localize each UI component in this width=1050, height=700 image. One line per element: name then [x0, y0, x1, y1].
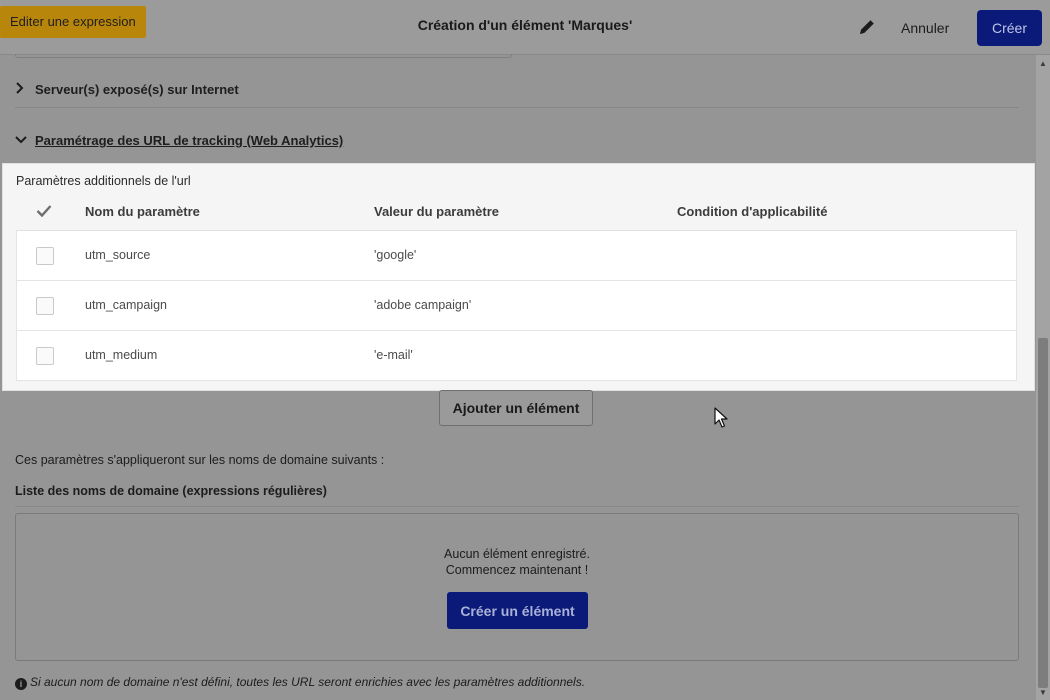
footer-note: [15, 675, 585, 690]
partial-input-field: [15, 54, 512, 58]
empty-state-text: [16, 546, 1018, 578]
scrollbar-thumb[interactable]: [1038, 338, 1048, 688]
empty-line-1: Aucun élément enregistré.: [444, 547, 590, 561]
table-header: [16, 195, 1017, 231]
mouse-cursor-icon: [714, 407, 728, 429]
dialog-title: Création d'un élément 'Marques': [417, 17, 633, 33]
create-element-button[interactable]: Créer un élément: [447, 592, 588, 629]
dialog-header: [0, 0, 1050, 55]
domains-empty-state: [15, 513, 1019, 661]
param-value: 'google': [374, 248, 417, 262]
url-params-panel: [2, 163, 1035, 391]
section-tracking-url[interactable]: [15, 133, 343, 148]
info-icon: i: [15, 678, 27, 690]
column-header-name: Nom du paramètre: [85, 204, 200, 219]
section-exposed-servers[interactable]: [15, 82, 239, 97]
table-row[interactable]: [17, 280, 1016, 330]
params-table: [16, 195, 1017, 381]
cancel-button[interactable]: Annuler: [893, 18, 957, 38]
domains-list-title: Liste des noms de domaine (expressions régulières): [15, 484, 327, 498]
table-row[interactable]: [17, 330, 1016, 380]
section-label: Paramétrage des URL de tracking (Web Analytics): [35, 133, 344, 148]
param-name: utm_medium: [85, 348, 158, 362]
scroll-down-arrow-icon[interactable]: ▼: [1039, 688, 1047, 697]
table-body: [16, 231, 1017, 381]
panel-title: Paramètres additionnels de l'url: [16, 174, 191, 188]
edit-expression-tooltip: Editer une expression: [0, 6, 146, 38]
divider: [15, 506, 1019, 507]
footer-note-text: Si aucun nom de domaine n'est défini, toutes les URL seront enrichies avec les paramètres additionnels.: [30, 675, 586, 689]
create-button[interactable]: Créer: [977, 10, 1042, 46]
scroll-up-arrow-icon[interactable]: ▲: [1039, 59, 1047, 68]
divider: [15, 107, 1019, 108]
add-element-button[interactable]: Ajouter un élément: [439, 390, 593, 426]
chevron-right-icon: [15, 82, 29, 97]
row-checkbox[interactable]: [36, 247, 54, 265]
column-header-value: Valeur du paramètre: [374, 204, 499, 219]
domains-intro-text: Ces paramètres s'appliqueront sur les noms de domaine suivants :: [15, 453, 385, 467]
pencil-icon[interactable]: [857, 17, 877, 37]
param-value: 'adobe campaign': [374, 298, 472, 312]
param-value: 'e-mail': [374, 348, 413, 362]
table-row[interactable]: [17, 231, 1016, 280]
row-checkbox[interactable]: [36, 297, 54, 315]
select-all-check-icon[interactable]: [36, 204, 52, 223]
param-name: utm_source: [85, 248, 151, 262]
column-header-condition: Condition d'applicabilité: [677, 204, 828, 219]
empty-line-2: Commencez maintenant !: [445, 563, 589, 577]
chevron-down-icon: [15, 134, 29, 148]
row-checkbox[interactable]: [36, 347, 54, 365]
section-label: Serveur(s) exposé(s) sur Internet: [35, 82, 239, 97]
vertical-scrollbar[interactable]: [1036, 55, 1050, 700]
param-name: utm_campaign: [85, 298, 167, 312]
